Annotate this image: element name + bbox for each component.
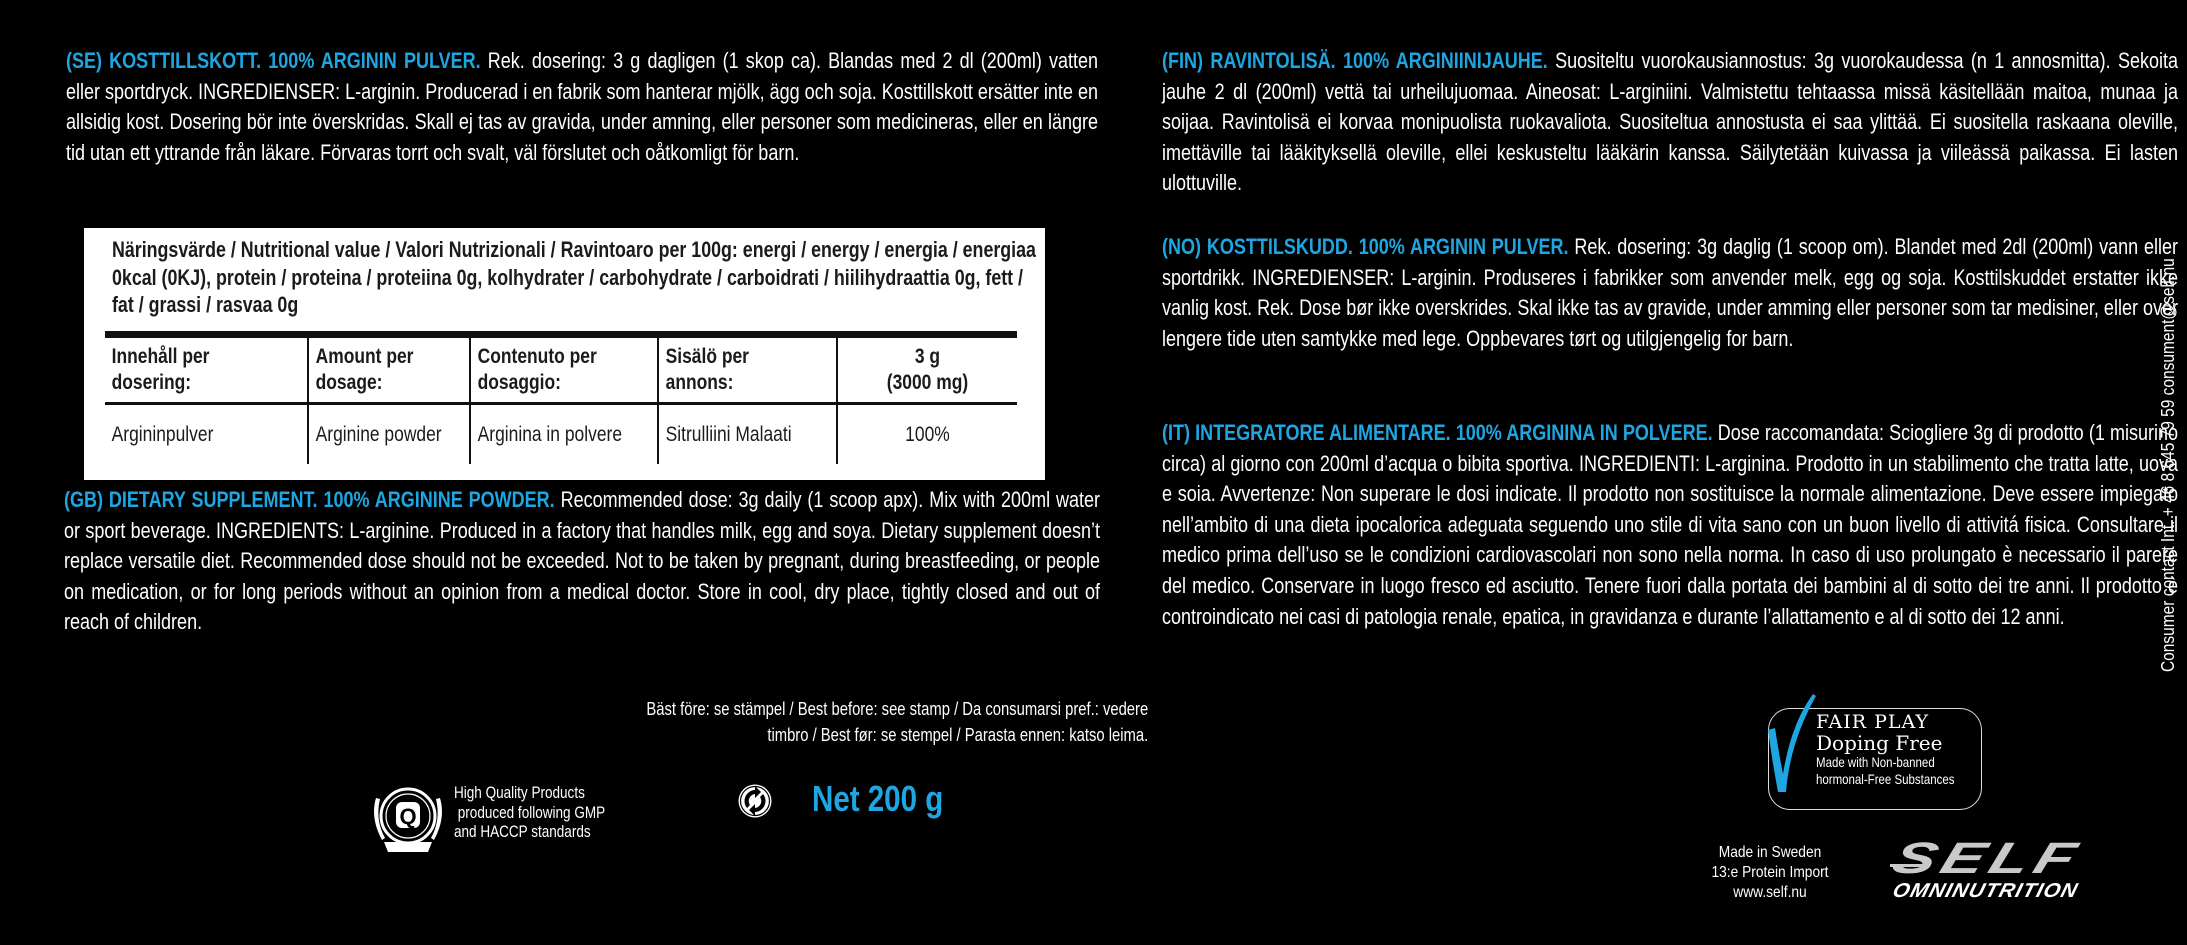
column-header: Amount per dosage: xyxy=(308,338,470,404)
manufacturer-info xyxy=(1701,843,1839,903)
net-weight: Net 200 g xyxy=(812,778,944,819)
fair-play-note: Made with Non-banned xyxy=(1816,754,1935,770)
best-before xyxy=(191,696,1148,748)
nutrition-divider xyxy=(105,331,1017,338)
green-dot-recycle-icon xyxy=(737,783,773,819)
nutrition-header: Näringsvärde / Nutritional value / Valori Nutrizionali / Ravintoaro per 100g: energi / energy / energia / energiaa 0kcal (0KJ), protein / proteina / proteiina 0g, kolhydrater / carbohydrate / carboidrati / hiilihydraattia 0g, fett / fat / grassi / rasvaa 0g xyxy=(112,237,1036,317)
section-fin xyxy=(1162,46,2178,199)
nutrition-table xyxy=(105,338,1017,464)
consumer-contact: Consumer contact Int. + 46 8 645 79 59 consument@self.nu xyxy=(2158,258,2178,672)
section-fin-heading: (FIN) RAVINTOLISÄ. 100% ARGINIINIJAUHE. xyxy=(1162,48,1548,73)
quality-text xyxy=(454,784,634,843)
section-se-heading: (SE) KOSTTILLSKOTT. 100% ARGININ PULVER. xyxy=(66,48,481,73)
section-fin-body: Suositeltu vuorokausiannostus: 3g vuorokaudessa (n 1 annosmitta). Sekoita jauhe 2 dl (200ml) vettä tai urheilujuomaa. Aineosat: L-arginiini. Valmistettu tehtaassa missä käsitellään maitoa, munaa ja soijaa. Ravintolisä ei korvaa monipuolista ruokavaliota. Suositeltua annostusta ei saa ylittää. Ei suositella raskaana oleville, imettäville tai lääkityksellä oleville, ellei keskusteltu lääkärin kanssa. Säilytetään kuivassa ja viileässä paikassa. Ei lasten ulottuville. xyxy=(1162,48,2179,196)
brand-logo xyxy=(1886,834,2120,902)
brand-name: SELF xyxy=(1886,834,2089,883)
best-before-line: timbro / Best før: se stempel / Parasta ennen: katso leima. xyxy=(767,724,1149,745)
nutrition-box xyxy=(84,228,1045,480)
section-gb-heading: (GB) DIETARY SUPPLEMENT. 100% ARGININE POWDER. xyxy=(64,487,555,512)
fair-play-note: hormonal-Free Substances xyxy=(1816,771,1955,787)
fair-play-subtitle: Doping Free xyxy=(1816,731,1943,755)
table-cell: 100% xyxy=(837,404,1017,465)
fair-play-text xyxy=(1816,712,2016,788)
quality-laurel-icon xyxy=(366,778,450,858)
section-gb xyxy=(64,485,1100,638)
quality-text-line: produced following GMP xyxy=(454,803,606,822)
manufacturer-website: www.self.nu xyxy=(1733,884,1807,901)
column-header: Contenuto per dosaggio: xyxy=(470,338,658,404)
quality-text-line: High Quality Products xyxy=(454,784,585,802)
section-no-heading: (NO) KOSTTILSKUDD. 100% ARGININ PULVER. xyxy=(1162,234,1569,259)
section-se xyxy=(66,46,1098,168)
fair-play-checkmark-icon xyxy=(1760,690,1820,810)
quality-text-line: and HACCP standards xyxy=(454,823,591,841)
best-before-line: Bäst före: se stämpel / Best before: see stamp / Da consumarsi pref.: vedere xyxy=(646,698,1149,719)
nutrition-header-row xyxy=(105,338,1017,404)
brand-tagline: OMNINUTRITION xyxy=(1890,880,2081,902)
section-it-heading: (IT) INTEGRATORE ALIMENTARE. 100% ARGININA IN POLVERE. xyxy=(1162,420,1713,445)
table-cell: Arginina in polvere xyxy=(470,404,658,465)
section-no-body: Rek. dosering: 3g daglig (1 scoop om). Blandet med 2dl (200ml) vann eller sportdrikk. INGREDIENSER: L-arginin. Produseres i fabrikker som anvender melk, egg og soja. Kosttilskuddet erstatter ikke vanlig kost. Rek. Dose bør ikke overskrides. Skal ikke tas av gravide, under amming eller personer som tar medisiner, eller over lengere tide uten samtykke med lege. Oppbevares tørt og utilgjengelig for barn. xyxy=(1162,234,2178,351)
fair-play-title: FAIR PLAY xyxy=(1816,711,1929,733)
section-it-body: Dose raccomandata: Sciogliere 3g di prodotto (1 misurino circa) al giorno con 200ml d’acqua o bibita sportiva. INGREDIENTI: L-arginina. Prodotto in un stabilimento che tratta latte, uova e soia. Avvertenze: Non superare le dosi indicate. Il prodotto non sostituisce la normale alimentazione. Deve essere impiegato nell’ambito di una dieta ipocalorica adeguata seguendo uno stile di vita sano con un buon livello di attivitá fisica. Consultare il medico prima dell’uso se le condizioni cardiovascolari non sono nella norma. In caso di uso prolungato è necessario il parere del medico. Conservare in luogo fresco ed asciutto. Tenere fuori dalla portata dei bambini al di sotto dei tre anni. Il prodotto è controindicato nei casi di patologia renale, epatica, in gravidanza e durante l’allattamento e al di sotto dei 12 anni. xyxy=(1162,420,2178,629)
column-header: Innehåll per dosering: xyxy=(105,338,308,404)
manufacturer-line: 13:e Protein Import xyxy=(1711,864,1829,881)
table-cell: Argininpulver xyxy=(111,422,214,446)
table-row xyxy=(105,404,1017,465)
table-cell: Arginine powder xyxy=(308,404,470,465)
section-it xyxy=(1162,418,2178,632)
column-header: Sisälö per annons: xyxy=(658,338,837,404)
section-no xyxy=(1162,232,2178,354)
manufacturer-line: Made in Sweden xyxy=(1718,844,1822,861)
quality-letter: Q xyxy=(399,804,417,829)
table-cell: Sitrulliini Malaati xyxy=(658,404,837,465)
column-header: 3 g (3000 mg) xyxy=(837,338,1017,404)
section-gb-body: Recommended dose: 3g daily (1 scoop apx). Mix with 200ml water or sport beverage. INGREDIENTS: L-arginine. Produced in a factory that handles milk, egg and soya. Dietary supplement doesn’t replace versatile diet. Recommended dose should not be exceeded. Not to be taken by pregnant, during breastfeeding, or people on medication, or for long periods without an opinion from a medical doctor. Store in cool, dry place, tightly closed and out of reach of children. xyxy=(64,487,1101,635)
section-se-body: Rek. dosering: 3 g dagligen (1 skop ca). Blandas med 2 dl (200ml) vatten eller sportdryck. INGREDIENSER: L-arginin. Producerad i en fabrik som hanterar mjölk, ägg och soja. Kosttillskott ersätter inte en allsidig kost. Dosering bör inte överskridas. Skall ej tas av gravida, under amning, eller personer som medicineras, eller en längre tid utan ett yttrande från läkare. Förvaras torrt och svalt, väl förslutet och oåtkomligt för barn. xyxy=(66,48,1098,165)
